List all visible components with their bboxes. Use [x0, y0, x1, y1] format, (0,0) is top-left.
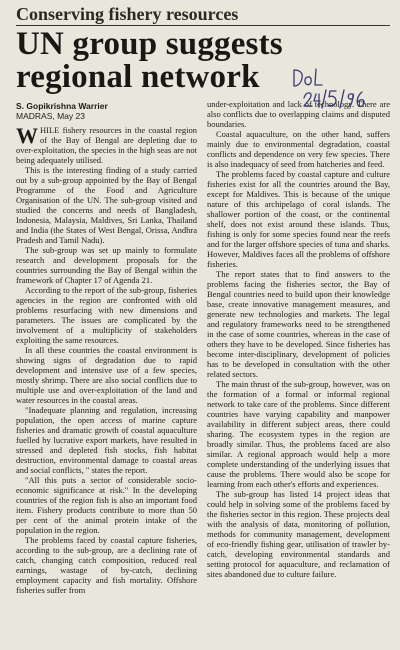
article-column-left	[16, 101, 197, 595]
paragraph: The sub-group has listed 14 project ideas that could help in solving some of the problems faced by the fisheries sector in this region. These projects deal with the analysis of data, monitoring of pollution, methods for community management, development of eco-friendly fishing gear, utilisation of trawler by-catch, developing environmental standards and setting protocol for aquaculture, and reclamation of sites abandoned due to culture failure.	[207, 489, 390, 579]
drop-cap: W	[16, 123, 38, 148]
paragraph: In all these countries the coastal environment is showing signs of degradation due to rapid development and intensive use of a few species, mostly shrimp. There are also social conflicts due to multiple use and over-exploitation of the land and water resources in the coastal areas.	[16, 345, 197, 405]
byline: S. Gopikrishna Warrier	[16, 101, 108, 111]
headline-line-2: regional network	[16, 59, 260, 95]
paragraph: According to the report of the sub-group, fisheries agencies in the region are confronted with old problems resurfacing with new dimensions and parameters. The issues are complicated by the involvement of a multiplicity of stakeholders exploiting the same resources.	[16, 285, 197, 345]
paragraph: The problems faced by coastal capture and culture fisheries exist for all the countries around the Bay, except for Maldives. This is because of the unique nature of this archipelago of coral islands. The shallower portion of the coast, or the continental shelf, does not exist around these islands. Thus, fishing is only for some species found near the reefs and for the larger offshore species of tuna and sharks. However, Maldives faces all the problems of offshore fisheries.	[207, 169, 390, 269]
headline-line-1: UN group suggests	[16, 26, 283, 62]
article-column-right	[207, 99, 390, 595]
paragraph-text: HILE fishery resources in the coastal region of the Bay of Bengal are depleting due to over-exploitation, the species in the high seas are not being adequately utilised.	[16, 125, 197, 165]
handwritten-date-annotation	[290, 64, 374, 110]
paragraph: The problems faced by coastal capture fisheries, according to the sub-group, are a declining rate of catch, changing catch composition, reduced real earnings, wastage of by-catch, declining employment capacity and fish mortality. Offshore fisheries suffer from	[16, 535, 197, 595]
paragraph: This is the interesting finding of a study carried out by a sub-group appointed by the Bay of Bengal Programme of the Food and Agriculture Organisation of the UN. The sub-group visited and studied the concerns and needs of Bangladesh, Indonesia, Malaysia, Maldives, Sri Lanka, Thailand and India (the States of West Bengal, Orissa, Andhra Pradesh and Tamil Nadu).	[16, 165, 197, 245]
paragraph: The report states that to find answers to the problems facing the fisheries sector, the Bay of Bengal countries need to build upon their knowledge base, create innovative management measures, and generate new technologies and markets. The legal and regulatory frameworks need to be strengthened in the case of some countries, whereas in the case of others they have to be developed. Since fisheries has become inter-disciplinary, development of policies has to be developed in consultation with the other related sectors.	[207, 269, 390, 379]
kicker-heading: Conserving fishery resources	[16, 4, 239, 24]
paragraph-lead	[16, 125, 197, 165]
paragraph: "Inadequate planning and regulation, increasing population, the open access of marine capture fisheries and dramatic growth of coastal aquaculture fuelled by lucrative export markets, have resulted in stressed and depleted fish stocks, fish habitat destruction, environmental damage to coastal areas and social conflicts, " states the report.	[16, 405, 197, 475]
dateline: MADRAS, May 23	[16, 111, 85, 121]
article-body	[16, 101, 390, 595]
paragraph: "All this puts a sector of considerable socio-economic significance at risk." In the developing countries of the region fish is also an important food item. Fishery products contribute to more than 50 per cent of the animal protein intake of the population in the region.	[16, 475, 197, 535]
paragraph-continued: under-exploitation and lack of technology. There are also conflicts due to overlapping claims and disputed boundaries.	[207, 99, 390, 129]
paragraph: The sub-group was set up mainly to formulate research and development proposals for the countries surrounding the Bay of Bengal within the framework of Chapter 17 of Agenda 21.	[16, 245, 197, 285]
paragraph: Coastal aquaculture, on the other hand, suffers mainly due to environmental degradation, coastal conflicts and dependence on very few species. There is also inadequacy of seed from hatcheries and feed.	[207, 129, 390, 169]
paragraph: The main thrust of the sub-group, however, was on the formation of a formal or informal regional network to take care of the problems. Since different countries have varying capability and manpower availability in different subject areas, there could sharing. The ecosystem types in the region are broadly similar. Thus, the problems faced are also similar. A regional approach would help a more complete understanding of the underlying issues that cause the problems. There would also be scope for learning from each other's efforts and experiences.	[207, 379, 390, 489]
